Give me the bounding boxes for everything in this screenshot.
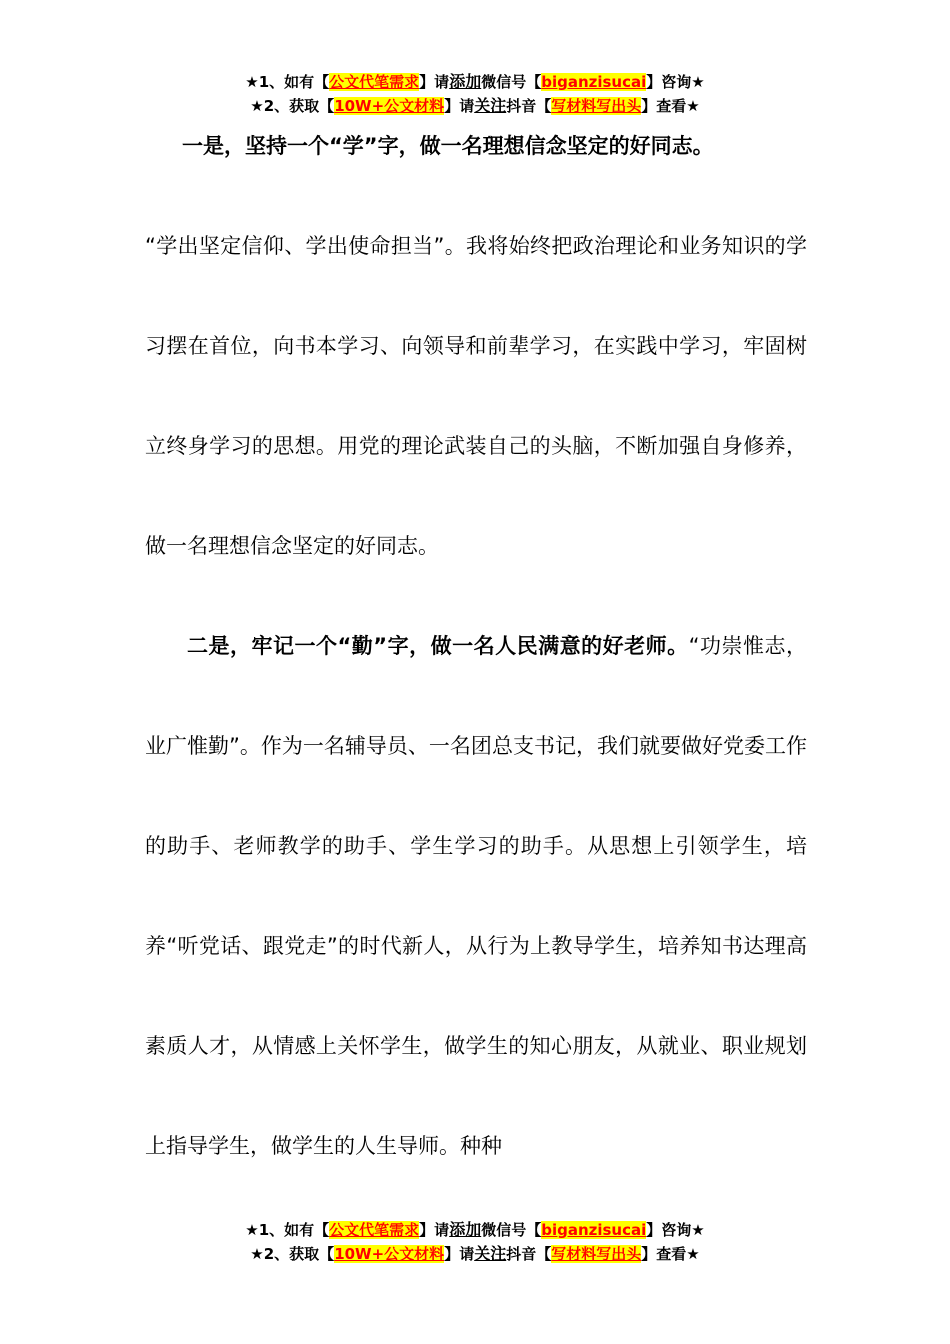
banner-text: 抖音【 [506,97,552,115]
banner-text: ★1、如有【 [245,73,330,91]
banner-text: ★2、获取【 [250,97,335,115]
banner-text: 】咨询★ [646,73,705,91]
banner-text: 】查看★ [641,97,700,115]
banner-text: 】咨询★ [646,1221,705,1239]
heading-one: 一是，坚持一个“学”字，做一名理想信念坚定的好同志。 [182,134,714,158]
heading-two: 二是，牢记一个“勤”字，做一名人民满意的好老师。 [187,634,689,658]
banner-emphasis: 关注 [474,1244,507,1263]
banner-text: 微信号【 [481,1221,542,1239]
banner-highlight-douyin-id: 写材料写出头 [551,1245,642,1263]
paragraph-two: “功崇惟志，业广惟勤”。作为一名辅导员、一名团总支书记，我们就要做好党委工作的助手、老师教学的助手、学生学习的助手。从思想上引领学生，培养“听党话、跟党走”的时代新人，从行为上教导学生，培养知书达理高素质人才，从情感上关怀学生，做学生的知心朋友，从就业、职业规划上指导学生，做学生的人生导师。种种 [145,634,807,1158]
banner-highlight: 公文代笔需求 [329,1221,420,1239]
footer-banner-line-2 [0,1242,950,1266]
banner-text: 】请 [444,1245,475,1263]
paragraph-two-block [145,596,807,1196]
banner-text: 】请 [419,73,450,91]
banner-highlight-wechat-id: biganzisucai [541,1221,647,1239]
banner-highlight-wechat-id: biganzisucai [541,73,647,91]
paragraph-one: “学出坚定信仰、学出使命担当”。我将始终把政治理论和业务知识的学习摆在首位，向书本学习、向领导和前辈学习，在实践中学习，牢固树立终身学习的思想。用党的理论武装自己的头脑，不断加强自身修养，做一名理想信念坚定的好同志。 [145,234,807,558]
footer-banner [0,1218,950,1266]
banner-emphasis: 添加 [449,72,482,91]
banner-text: 】请 [419,1221,450,1239]
banner-highlight: 公文代笔需求 [329,73,420,91]
header-banner-line-1 [0,70,950,94]
banner-text: 】请 [444,97,475,115]
banner-text: ★2、获取【 [250,1245,335,1263]
banner-highlight: 10W+公文材料 [334,1245,445,1263]
banner-text: 抖音【 [506,1245,552,1263]
footer-banner-line-1 [0,1218,950,1242]
banner-emphasis: 关注 [474,96,507,115]
document-body [145,96,807,1196]
banner-highlight-douyin-id: 写材料写出头 [551,97,642,115]
banner-text: 微信号【 [481,73,542,91]
banner-text: 】查看★ [641,1245,700,1263]
banner-text: ★1、如有【 [245,1221,330,1239]
banner-emphasis: 添加 [449,1220,482,1239]
banner-highlight: 10W+公文材料 [334,97,445,115]
